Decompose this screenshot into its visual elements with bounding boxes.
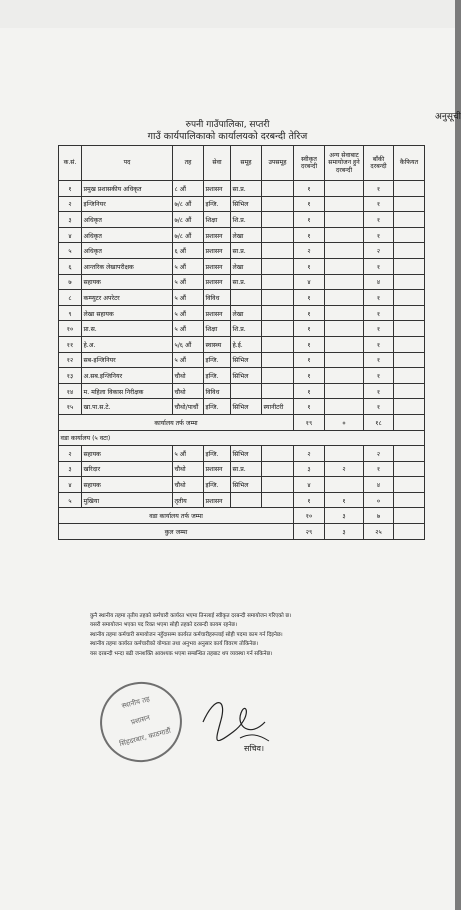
cell-level: चौथो xyxy=(173,383,204,399)
cell-transfer xyxy=(325,477,364,493)
cell-serial: १ xyxy=(59,181,82,197)
cell-transfer xyxy=(325,181,364,197)
total-label: वडा कार्यालय तर्फ जम्मा xyxy=(59,508,294,524)
table-title: गाउँ कार्यपालिकाको कार्यालयको दरबन्दी तेरिज xyxy=(147,131,308,142)
cell-transfer: २ xyxy=(325,461,364,477)
cell-subgroup xyxy=(262,477,294,493)
cell-serial: १४ xyxy=(59,383,82,399)
cell-remarks xyxy=(394,492,425,508)
cell-serial: १० xyxy=(59,321,82,337)
cell-remarks xyxy=(394,336,425,352)
cell-service: प्रशासन xyxy=(204,305,231,321)
header-remaining-count: बाँकी दरबन्दी xyxy=(364,146,394,181)
cell-approved: ३ xyxy=(294,461,325,477)
cell-group: सिभिल xyxy=(231,368,262,384)
cell-remarks xyxy=(394,243,425,259)
cell-subgroup xyxy=(262,258,294,274)
cell-approved: १ xyxy=(294,352,325,368)
cell-service: प्रशासन xyxy=(204,227,231,243)
cell-service: प्रशासन xyxy=(204,181,231,197)
cell-level: ८ औं xyxy=(173,181,204,197)
cell-approved: १ xyxy=(294,290,325,306)
table-row xyxy=(59,352,425,368)
cell-post: हे.अ. xyxy=(82,336,173,352)
total-transfer: ० xyxy=(325,414,364,430)
cell-transfer xyxy=(325,196,364,212)
cell-remarks xyxy=(394,212,425,228)
table-row xyxy=(59,461,425,477)
cell-level: ५ औं xyxy=(173,290,204,306)
cell-remaining: १ xyxy=(364,196,394,212)
total-row xyxy=(59,414,425,430)
cell-transfer xyxy=(325,399,364,415)
cell-approved: १ xyxy=(294,321,325,337)
cell-subgroup xyxy=(262,274,294,290)
cell-remarks xyxy=(394,290,425,306)
cell-service: प्रशासन xyxy=(204,258,231,274)
cell-subgroup xyxy=(262,492,294,508)
cell-remaining: १ xyxy=(364,383,394,399)
cell-service: विविध xyxy=(204,290,231,306)
cell-approved: १ xyxy=(294,258,325,274)
cell-remaining: १ xyxy=(364,258,394,274)
cell-remaining: ४ xyxy=(364,477,394,493)
table-row xyxy=(59,227,425,243)
cell-subgroup xyxy=(262,461,294,477)
notes-block xyxy=(90,612,420,659)
cell-level: ५ औं xyxy=(173,446,204,462)
note-2: यसरी समायोजन भएका पद रिक्त भएमा सोही तहको दरबन्दी कायम रहनेछ। xyxy=(90,622,238,629)
cell-approved: १ xyxy=(294,383,325,399)
cell-approved: १ xyxy=(294,212,325,228)
cell-serial: ३ xyxy=(59,212,82,228)
table-row xyxy=(59,196,425,212)
cell-level: ५ औं xyxy=(173,305,204,321)
total-label: कार्यालय तर्फ जम्मा xyxy=(59,414,294,430)
cell-post: खा.पा.स.टे. xyxy=(82,399,173,415)
table-row xyxy=(59,274,425,290)
cell-serial: २ xyxy=(59,446,82,462)
cell-remarks xyxy=(394,352,425,368)
cell-subgroup xyxy=(262,290,294,306)
cell-service: इन्जि. xyxy=(204,446,231,462)
cell-subgroup xyxy=(262,243,294,259)
header-approved-count: स्वीकृत दरबन्दी xyxy=(294,146,325,181)
stamp-text-2: प्रशासन xyxy=(130,713,151,727)
cell-remaining: १ xyxy=(364,461,394,477)
cell-level: ५ औं xyxy=(173,321,204,337)
cell-level: ५ औं xyxy=(173,274,204,290)
cell-level: ५ औं xyxy=(173,258,204,274)
cell-transfer xyxy=(325,258,364,274)
cell-post: आन्तरिक लेखापरीक्षक xyxy=(82,258,173,274)
cell-approved: २ xyxy=(294,446,325,462)
cell-remaining: १ xyxy=(364,212,394,228)
cell-remarks xyxy=(394,461,425,477)
cell-transfer xyxy=(325,336,364,352)
cell-service: विविध xyxy=(204,383,231,399)
section-label: वडा कार्यालय (५ वटा) xyxy=(59,430,425,446)
cell-remaining: १ xyxy=(364,368,394,384)
cell-post: म. महिला विकास निरीक्षक xyxy=(82,383,173,399)
cell-subgroup xyxy=(262,196,294,212)
cell-service: इन्जि. xyxy=(204,368,231,384)
cell-serial: १२ xyxy=(59,352,82,368)
page-top-shadow xyxy=(0,0,455,28)
cell-remaining: ० xyxy=(364,492,394,508)
cell-remaining: १ xyxy=(364,352,394,368)
cell-level: ७/८ औं xyxy=(173,196,204,212)
annex-label: अनुसूची xyxy=(434,112,461,122)
cell-subgroup xyxy=(262,227,294,243)
header-post: पद xyxy=(82,146,173,181)
note-3: स्थानीय तहमा कर्मचारी समायोजन नहुँदासम्म कार्यरत कर्मचारीहरूलाई सोही पदमा काम गर्न दिइनेछ। xyxy=(90,631,283,638)
cell-remarks xyxy=(394,274,425,290)
cell-group xyxy=(231,383,262,399)
total-row xyxy=(59,508,425,524)
cell-remaining: १ xyxy=(364,321,394,337)
cell-transfer xyxy=(325,290,364,306)
cell-service: प्रशासन xyxy=(204,492,231,508)
total-remaining: १८ xyxy=(364,414,394,430)
cell-level: ६ औं xyxy=(173,243,204,259)
cell-post: सहायक xyxy=(82,477,173,493)
cell-serial: ७ xyxy=(59,274,82,290)
total-remarks xyxy=(394,524,425,540)
cell-remarks xyxy=(394,321,425,337)
cell-service: प्रशासन xyxy=(204,274,231,290)
cell-transfer xyxy=(325,212,364,228)
cell-post: सब-इन्जिनियर xyxy=(82,352,173,368)
cell-remarks xyxy=(394,368,425,384)
cell-approved: १ xyxy=(294,399,325,415)
cell-serial: २ xyxy=(59,196,82,212)
cell-subgroup xyxy=(262,305,294,321)
cell-group: लेखा xyxy=(231,227,262,243)
cell-group: सा.प्र. xyxy=(231,243,262,259)
cell-transfer xyxy=(325,321,364,337)
cell-level: चौथो/पाचौं xyxy=(173,399,204,415)
header-remarks: कैफियत xyxy=(394,146,425,181)
table-row xyxy=(59,383,425,399)
total-approved: १० xyxy=(294,508,325,524)
total-remaining: ७ xyxy=(364,508,394,524)
cell-level: चौथो xyxy=(173,368,204,384)
table-row xyxy=(59,212,425,228)
cell-level: ५/६ औं xyxy=(173,336,204,352)
signature-label: सचिव। xyxy=(244,744,265,753)
cell-approved: १ xyxy=(294,227,325,243)
header-subgroup: उपसमूह xyxy=(262,146,294,181)
cell-group: सिभिल xyxy=(231,352,262,368)
cell-transfer xyxy=(325,227,364,243)
cell-group: हे.ई. xyxy=(231,336,262,352)
cell-serial: ४ xyxy=(59,227,82,243)
cell-subgroup xyxy=(262,321,294,337)
total-remarks xyxy=(394,414,425,430)
cell-group: सिभिल xyxy=(231,477,262,493)
cell-remaining: १ xyxy=(364,181,394,197)
cell-approved: १ xyxy=(294,368,325,384)
header-serial: क.सं. xyxy=(59,146,82,181)
cell-subgroup xyxy=(262,446,294,462)
cell-transfer xyxy=(325,368,364,384)
table-row xyxy=(59,290,425,306)
cell-remaining: १ xyxy=(364,399,394,415)
cell-remarks xyxy=(394,196,425,212)
cell-subgroup xyxy=(262,368,294,384)
cell-subgroup: स्यानीटरी xyxy=(262,399,294,415)
note-4: स्थानीय तहमा कार्यरत कर्मचारीको योग्यता तथा अनुभव अनुसार कार्य विवरण तोकिनेछ। xyxy=(90,641,259,648)
cell-approved: २ xyxy=(294,243,325,259)
total-row xyxy=(59,524,425,540)
cell-remaining: २ xyxy=(364,243,394,259)
cell-service: स्वास्थ्य xyxy=(204,336,231,352)
cell-level: ७/८ औं xyxy=(173,212,204,228)
table-row xyxy=(59,336,425,352)
cell-remarks xyxy=(394,258,425,274)
cell-post: अ.सब.इन्जिनियर xyxy=(82,368,173,384)
cell-level: चौथो xyxy=(173,477,204,493)
table-row xyxy=(59,243,425,259)
header-service: सेवा xyxy=(204,146,231,181)
stamp-text-3: सिंहदरबार, काठमाडौं xyxy=(118,726,172,749)
cell-transfer: १ xyxy=(325,492,364,508)
cell-remaining: २ xyxy=(364,446,394,462)
table-header xyxy=(59,146,425,181)
table-row xyxy=(59,305,425,321)
cell-group: शि.प्र. xyxy=(231,212,262,228)
cell-level: ५ औं xyxy=(173,352,204,368)
cell-subgroup xyxy=(262,352,294,368)
cell-level: चौथो xyxy=(173,461,204,477)
cell-remarks xyxy=(394,383,425,399)
cell-service: इन्जि. xyxy=(204,352,231,368)
cell-serial: ८ xyxy=(59,290,82,306)
table-row xyxy=(59,321,425,337)
total-transfer: ३ xyxy=(325,524,364,540)
cell-remaining: ४ xyxy=(364,274,394,290)
cell-subgroup xyxy=(262,212,294,228)
cell-serial: ११ xyxy=(59,336,82,352)
table-row xyxy=(59,492,425,508)
total-remaining: २५ xyxy=(364,524,394,540)
cell-service: इन्जि. xyxy=(204,196,231,212)
cell-approved: १ xyxy=(294,492,325,508)
cell-service: इन्जि. xyxy=(204,399,231,415)
header-transfer-count: अन्य सेवाबाट समायोजन हुने दरबन्दी xyxy=(325,146,364,181)
table-row xyxy=(59,368,425,384)
cell-group: सा.प्र. xyxy=(231,461,262,477)
cell-approved: १ xyxy=(294,181,325,197)
cell-group: शि.प्र. xyxy=(231,321,262,337)
cell-serial: ५ xyxy=(59,243,82,259)
cell-level: तृतीय xyxy=(173,492,204,508)
table-row xyxy=(59,181,425,197)
cell-approved: ४ xyxy=(294,274,325,290)
total-approved: १९ xyxy=(294,414,325,430)
cell-transfer xyxy=(325,383,364,399)
cell-group: लेखा xyxy=(231,305,262,321)
cell-post: खरिदार xyxy=(82,461,173,477)
note-5: यस दरबन्दी भन्दा बढी जनशक्ति आवश्यक भएमा सम्बन्धित तहबाट थप व्यवस्था गर्न सकिनेछ। xyxy=(90,650,273,657)
cell-remarks xyxy=(394,181,425,197)
cell-remaining: १ xyxy=(364,336,394,352)
cell-transfer xyxy=(325,274,364,290)
cell-remarks xyxy=(394,305,425,321)
cell-group: सा.प्र. xyxy=(231,181,262,197)
cell-post: लेखा सहायक xyxy=(82,305,173,321)
office-stamp xyxy=(91,673,191,771)
cell-serial: १३ xyxy=(59,368,82,384)
cell-post: सहायक xyxy=(82,274,173,290)
cell-approved: १ xyxy=(294,305,325,321)
total-transfer: ३ xyxy=(325,508,364,524)
cell-post: अधिकृत xyxy=(82,243,173,259)
cell-remaining: १ xyxy=(364,305,394,321)
table-row xyxy=(59,258,425,274)
cell-service: प्रशासन xyxy=(204,461,231,477)
stamp-text-1: स्थानीय तह xyxy=(120,695,151,711)
cell-serial: ९ xyxy=(59,305,82,321)
cell-approved: ४ xyxy=(294,477,325,493)
table-row xyxy=(59,446,425,462)
cell-service: प्रशासन xyxy=(204,243,231,259)
cell-serial: ३ xyxy=(59,461,82,477)
cell-post: प्रा.स. xyxy=(82,321,173,337)
cell-service: शिक्षा xyxy=(204,321,231,337)
cell-remaining: १ xyxy=(364,227,394,243)
cell-post: कम्प्युटर अपरेटर xyxy=(82,290,173,306)
cell-level: ७/८ औं xyxy=(173,227,204,243)
cell-post: प्रमुख प्रशासकीय अधिकृत xyxy=(82,181,173,197)
section-row xyxy=(59,430,425,446)
cell-group: सा.प्र. xyxy=(231,274,262,290)
cell-subgroup xyxy=(262,383,294,399)
total-remarks xyxy=(394,508,425,524)
cell-group: सिभिल xyxy=(231,446,262,462)
cell-remarks xyxy=(394,477,425,493)
cell-approved: १ xyxy=(294,336,325,352)
table-row xyxy=(59,399,425,415)
cell-post: सहायक xyxy=(82,446,173,462)
cell-transfer xyxy=(325,446,364,462)
cell-group: लेखा xyxy=(231,258,262,274)
cell-transfer xyxy=(325,243,364,259)
cell-serial: ५ xyxy=(59,492,82,508)
cell-subgroup xyxy=(262,336,294,352)
cell-service: शिक्षा xyxy=(204,212,231,228)
cell-group xyxy=(231,290,262,306)
office-title: रुपनी गाउँपालिका, सप्तरी xyxy=(185,120,270,130)
total-label: कुल जम्मा xyxy=(59,524,294,540)
cell-post: इन्जिनियर xyxy=(82,196,173,212)
staffing-table xyxy=(58,145,425,540)
cell-remarks xyxy=(394,399,425,415)
cell-group xyxy=(231,492,262,508)
cell-approved: १ xyxy=(294,196,325,212)
note-1: कुनै स्थानीय तहमा तृतीय तहको कर्मचारी कार्यरत भएमा तिनलाई स्वीकृत दरबन्दी समायोजन गरिएको छ। xyxy=(90,613,292,619)
cell-transfer xyxy=(325,352,364,368)
cell-service: इन्जि. xyxy=(204,477,231,493)
cell-post: अधिकृत xyxy=(82,227,173,243)
header-level: तह xyxy=(173,146,204,181)
cell-serial: १५ xyxy=(59,399,82,415)
cell-post: अधिकृत xyxy=(82,212,173,228)
table-row xyxy=(59,477,425,493)
cell-serial: ४ xyxy=(59,477,82,493)
cell-serial: ६ xyxy=(59,258,82,274)
total-approved: २९ xyxy=(294,524,325,540)
cell-group: सिभिल xyxy=(231,399,262,415)
cell-remarks xyxy=(394,227,425,243)
cell-remarks xyxy=(394,446,425,462)
header-group: समूह xyxy=(231,146,262,181)
cell-post: मुखिया xyxy=(82,492,173,508)
cell-remaining: १ xyxy=(364,290,394,306)
cell-subgroup xyxy=(262,181,294,197)
cell-transfer xyxy=(325,305,364,321)
cell-group: सिभिल xyxy=(231,196,262,212)
